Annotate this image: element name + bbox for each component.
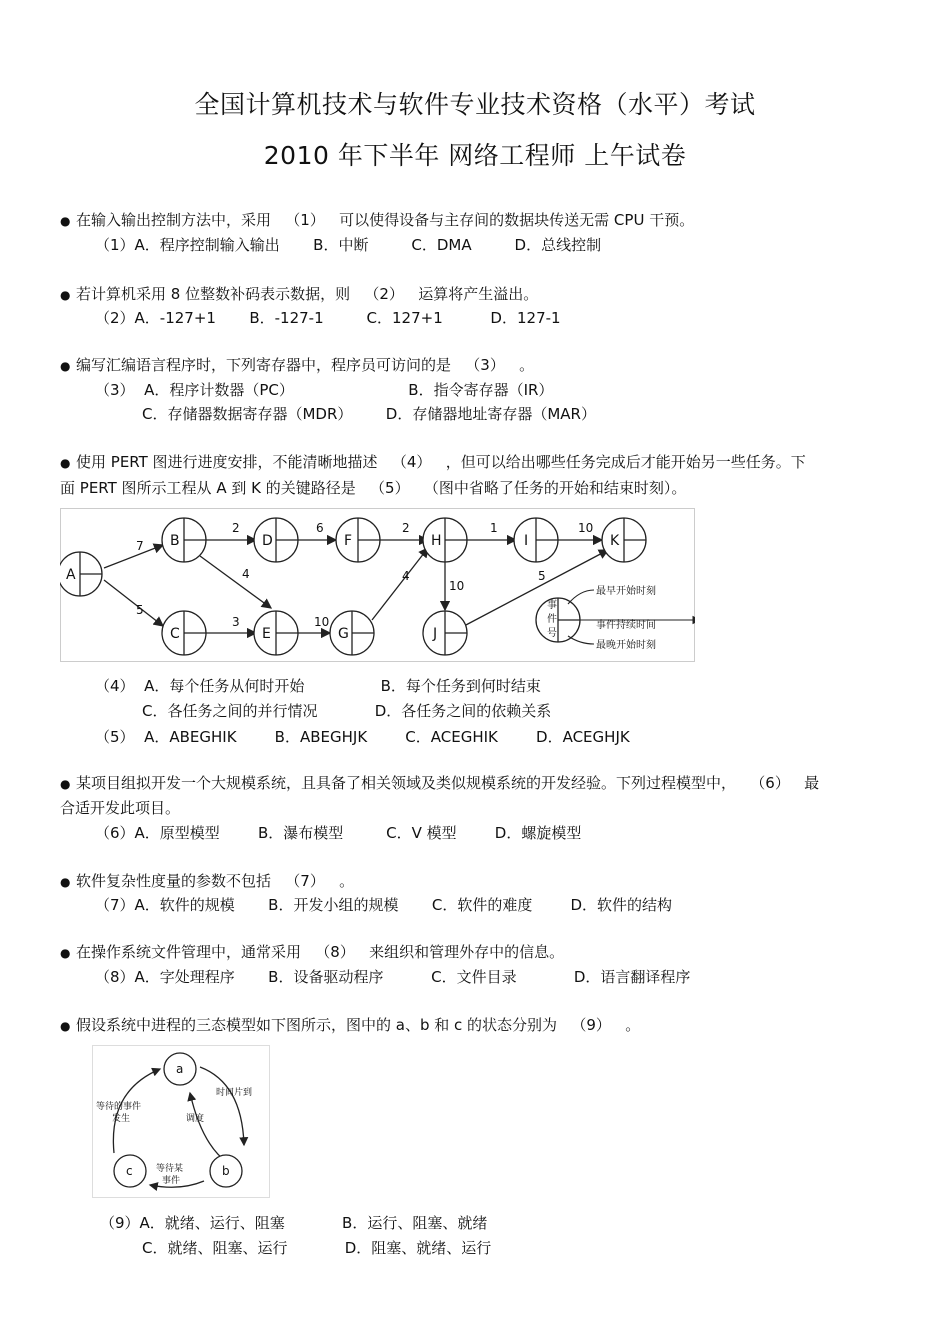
pert-node-g: G [338, 626, 349, 642]
title-line-1: 全国计算机技术与软件专业技术资格（水平）考试 [194, 90, 756, 119]
bullet-icon: ● [60, 946, 71, 960]
pert-node-h: H [431, 533, 442, 549]
pert-weight-ce: 3 [232, 615, 240, 629]
question-3-options-line-2: C．存储器数据寄存器（MDR） D．存储器地址寄存器（MAR） [142, 405, 596, 423]
label-wait-event-2: 发生 [112, 1114, 131, 1124]
label-timeslice: 时间片到 [216, 1088, 253, 1098]
pert-legend-node-2: 件 [547, 614, 557, 625]
question-9-options-line-1: （9）A．就绪、运行、阻塞 B．运行、阻塞、就绪 [100, 1214, 488, 1232]
bullet-icon: ● [60, 1019, 71, 1033]
question-4-options-line-2: C．各任务之间的并行情况 D．各任务之间的依赖关系 [142, 702, 552, 720]
question-4-stem-line-1: ● 使用 PERT 图进行进度安排，不能清晰地描述 （4） ，但可以给出哪些任务完成后才能开始另一些任务。下 [60, 453, 806, 471]
question-6-stem-line-2: 合适开发此项目。 [60, 799, 181, 817]
pert-node-b: B [170, 533, 180, 549]
pert-node-i: I [524, 533, 529, 549]
bullet-icon: ● [60, 288, 71, 302]
question-9: ● 假设系统中进程的三态模型如下图所示，图中的 a、b 和 c 的状态分别为 （9） 。 [60, 1016, 641, 1034]
title-line-2: 2010 年下半年 网络工程师 上午试卷 [263, 141, 687, 170]
pert-weight-df: 6 [316, 521, 324, 535]
label-schedule: 调度 [186, 1114, 205, 1124]
pert-weight-hi: 1 [490, 521, 498, 535]
pert-node-d: D [262, 533, 273, 549]
question-5-options: （5） A．ABEGHIK B．ABEGHJK C．ACEGHIK D．ACEGHJK [95, 728, 630, 746]
pert-weight-ac: 5 [136, 603, 144, 617]
question-9-options-line-2: C．就绪、阻塞、运行 D．阻塞、就绪、运行 [142, 1239, 492, 1257]
pert-legend-duration: 事件持续时间 [596, 620, 656, 631]
question-6-options: （6）A．原型模型 B．瀑布模型 C．V 模型 D．螺旋模型 [95, 824, 582, 842]
label-wait-some-1: 等待某 [156, 1164, 184, 1174]
state-b: b [222, 1164, 230, 1178]
pert-weight-ik: 10 [578, 521, 594, 535]
question-8-options: （8）A．字处理程序 B．设备驱动程序 C．文件目录 D．语言翻译程序 [95, 968, 691, 986]
pert-weight-hj: 10 [449, 579, 465, 593]
pert-node-e: E [262, 626, 271, 642]
state-a: a [176, 1062, 184, 1076]
bullet-icon: ● [60, 875, 71, 889]
pert-diagram [60, 508, 695, 662]
question-2: ● 若计算机采用 8 位整数补码表示数据，则 （2） 运算将产生溢出。 [60, 285, 539, 303]
question-1: ● 在输入输出控制方法中，采用 （1） 可以使得设备与主存间的数据块传送无需 CPU 干预。 [60, 211, 695, 229]
question-3-options-line-1: （3） A．程序计数器（PC） B．指令寄存器（IR） [95, 381, 554, 399]
pert-weight-eg: 10 [314, 615, 330, 629]
pert-weight-fh: 2 [402, 521, 410, 535]
pert-node-f: F [344, 533, 353, 549]
pert-node-c: C [170, 626, 180, 642]
state-c: c [126, 1164, 133, 1178]
bullet-icon: ● [60, 777, 71, 791]
pert-legend-node-1: 事 [547, 600, 557, 611]
pert-node-a: A [66, 567, 76, 583]
question-1-options: （1）A．程序控制输入输出 B．中断 C．DMA D．总线控制 [95, 236, 602, 254]
pert-weight-be: 4 [242, 567, 250, 581]
question-7: ● 软件复杂性度量的参数不包括 （7） 。 [60, 872, 355, 890]
bullet-icon: ● [60, 359, 71, 373]
question-7-options: （7）A．软件的规模 B．开发小组的规模 C．软件的难度 D．软件的结构 [95, 896, 673, 914]
pert-weight-ab: 7 [136, 539, 144, 553]
pert-weight-gh: 4 [402, 569, 410, 583]
question-8: ● 在操作系统文件管理中，通常采用 （8） 来组织和管理外存中的信息。 [60, 943, 565, 961]
process-state-diagram [92, 1045, 270, 1198]
question-2-options: （2）A．-127+1 B．-127-1 C．127+1 D．127-1 [95, 309, 561, 327]
bullet-icon: ● [60, 214, 71, 228]
pert-legend-node-3: 号 [547, 628, 557, 639]
question-6-stem-line-1: ● 某项目组拟开发一个大规模系统，且具备了相关领域及类似规模系统的开发经验。下列过程模型中， （6） 最 [60, 774, 820, 792]
pert-node-j: J [433, 626, 438, 642]
pert-legend-early: 最早开始时刻 [596, 586, 656, 597]
label-wait-event-1: 等待的事件 [96, 1102, 142, 1112]
pert-legend-late: 最晚开始时刻 [596, 640, 656, 651]
question-3: ● 编写汇编语言程序时，下列寄存器中，程序员可访问的是 （3） 。 [60, 356, 535, 374]
question-4-options-line-1: （4） A．每个任务从何时开始 B．每个任务到何时结束 [95, 677, 541, 695]
bullet-icon: ● [60, 456, 71, 470]
question-4-stem-line-2: 面 PERT 图所示工程从 A 到 K 的关键路径是 （5） （图中省略了任务的开始和结束时刻）。 [60, 479, 687, 497]
pert-weight-bd: 2 [232, 521, 240, 535]
label-wait-some-2: 事件 [162, 1176, 181, 1186]
pert-weight-jk: 5 [538, 569, 546, 583]
pert-node-k: K [610, 533, 620, 549]
